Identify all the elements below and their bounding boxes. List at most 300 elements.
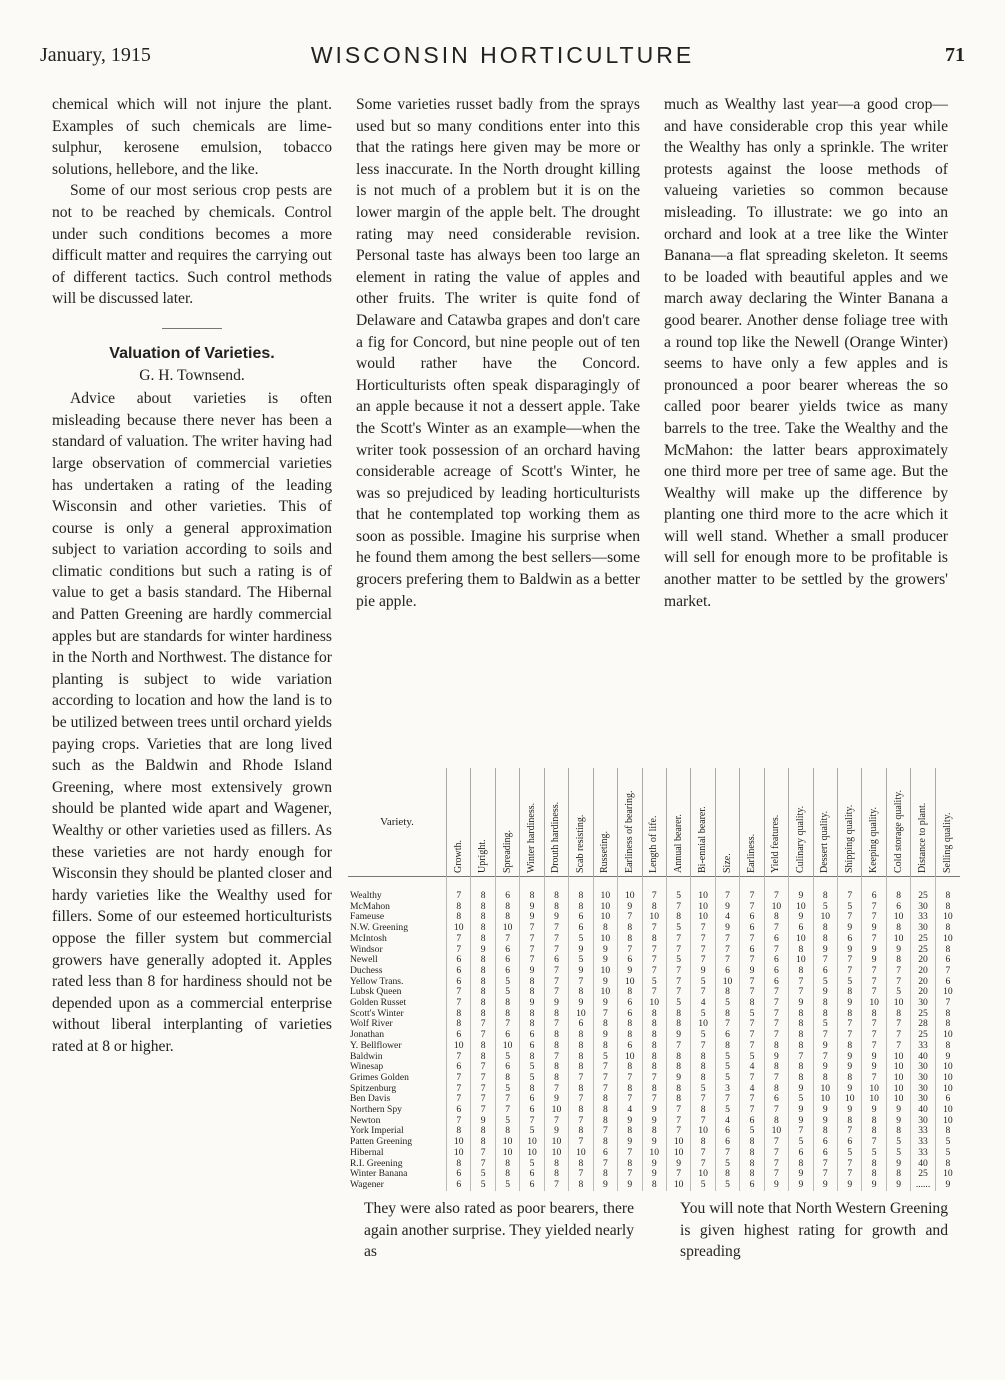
rating-cell: 10 [935, 1116, 960, 1127]
column-header-label: Earliness. [745, 833, 757, 873]
rating-cell: 10 [569, 1009, 593, 1020]
rating-cell: 5 [495, 1180, 519, 1191]
rating-cell: 10 [642, 998, 666, 1009]
rating-cell: 10 [886, 1073, 910, 1084]
rating-cell: 8 [642, 1052, 666, 1063]
rating-cell: 9 [618, 1180, 642, 1191]
rating-cell: 7 [691, 1148, 715, 1159]
rating-cell: 9 [789, 998, 813, 1009]
rating-cell: 8 [544, 902, 568, 913]
rating-cell: 9 [789, 1084, 813, 1095]
rating-cell: 8 [764, 1084, 788, 1095]
rating-cell: 8 [935, 1019, 960, 1030]
rating-cell: 6 [495, 955, 519, 966]
column-header [520, 768, 544, 877]
rating-cell: 10 [666, 1148, 690, 1159]
rating-cell: 7 [666, 1169, 690, 1180]
column-header-label: Selling quality. [941, 812, 953, 873]
rating-cell: 10 [569, 1148, 593, 1159]
rating-cell: 6 [715, 1030, 739, 1041]
rating-cell: 6 [618, 1041, 642, 1052]
variety-name: McMahon [350, 901, 390, 912]
rating-cell: 9 [471, 945, 495, 956]
rating-cell: 8 [544, 1030, 568, 1041]
rating-cell: 6 [618, 998, 642, 1009]
rating-cell: 8 [666, 1084, 690, 1095]
rating-cell: 30 [911, 1062, 935, 1073]
rating-cell: 6 [740, 912, 764, 923]
rating-cell: 9 [593, 998, 617, 1009]
rating-cell: 8 [544, 1159, 568, 1170]
rating-cell: 8 [520, 1084, 544, 1095]
rating-cell: 7 [471, 1105, 495, 1116]
rating-cell: 8 [886, 1009, 910, 1020]
column-header [544, 768, 568, 877]
rating-cell: 10 [691, 1169, 715, 1180]
rating-cell: 7 [544, 977, 568, 988]
column-header [886, 768, 910, 877]
variety-name: Baldwin [350, 1051, 383, 1062]
rating-cell: 8 [813, 1126, 837, 1137]
column-header-variety: Variety. [380, 816, 414, 828]
rating-cell: 8 [569, 987, 593, 998]
rating-cell: 9 [618, 1137, 642, 1148]
rating-cell: 7 [544, 1019, 568, 1030]
variety-name: Duchess [350, 965, 383, 976]
rating-cell: 5 [569, 955, 593, 966]
rating-cell: 6 [569, 912, 593, 923]
rating-cell: 8 [666, 1052, 690, 1063]
rating-cell: 20 [911, 966, 935, 977]
rating-cell: 7 [862, 934, 886, 945]
rating-cell: 7 [691, 923, 715, 934]
rating-cell: 5 [813, 902, 837, 913]
column-right [664, 94, 948, 612]
rating-cell: 6 [520, 1094, 544, 1105]
rating-cell: 5 [838, 977, 862, 988]
rating-cell: 8 [569, 877, 593, 902]
rating-cell: 8 [642, 1030, 666, 1041]
rating-cell: 9 [789, 877, 813, 902]
rating-cell: 25 [911, 877, 935, 902]
paragraph: They were also rated as poor bearers, there again another surprise. They yielded nearly as [364, 1200, 634, 1261]
rating-cell: 5 [715, 1159, 739, 1170]
rating-cell: 33 [911, 1126, 935, 1137]
rating-cell: 5 [471, 1180, 495, 1191]
rating-cell: 8 [471, 923, 495, 934]
rating-cell: 5 [813, 1019, 837, 1030]
column-header [911, 768, 935, 877]
rating-cell: 6 [447, 1030, 471, 1041]
rating-cell: 7 [471, 1148, 495, 1159]
rating-cell: 7 [642, 955, 666, 966]
column-header [740, 768, 764, 877]
rating-cell: 7 [471, 1019, 495, 1030]
rating-cell: 7 [471, 1030, 495, 1041]
rating-cell: 7 [520, 1116, 544, 1127]
rating-cell: 5 [740, 1009, 764, 1020]
rating-cell: 7 [447, 945, 471, 956]
rating-cell: 5 [740, 1126, 764, 1137]
rating-cell: 8 [789, 945, 813, 956]
rating-cell: 7 [886, 1041, 910, 1052]
rating-cell: 10 [935, 1105, 960, 1116]
column-header-label: Spreading. [501, 829, 513, 873]
rating-cell: 8 [471, 998, 495, 1009]
rating-cell: 8 [569, 902, 593, 913]
rating-cell: 7 [691, 945, 715, 956]
column-middle [356, 94, 640, 612]
rating-cell: 9 [544, 912, 568, 923]
rating-cell: 7 [764, 1137, 788, 1148]
rating-cell: 8 [569, 1105, 593, 1116]
rating-cell: 5 [691, 1030, 715, 1041]
rating-cell: 7 [593, 1159, 617, 1170]
rating-cell: 8 [935, 923, 960, 934]
rating-cell: 10 [544, 1137, 568, 1148]
author-byline: G. H. Townsend. [139, 366, 245, 384]
rating-cell: 9 [642, 1137, 666, 1148]
rating-cell: 7 [447, 934, 471, 945]
rating-cell: 6 [764, 955, 788, 966]
rating-cell: 8 [544, 877, 568, 902]
rating-cell: 6 [495, 1030, 519, 1041]
rating-cell: 8 [740, 1169, 764, 1180]
rating-cell: 25 [911, 945, 935, 956]
rating-cell: 5 [520, 1126, 544, 1137]
column-header-label: Earliness of bearing. [623, 790, 635, 873]
rating-cell: 10 [838, 1094, 862, 1105]
rating-cell: 8 [495, 998, 519, 1009]
rating-cell: 7 [764, 1019, 788, 1030]
rating-cell: 8 [789, 1009, 813, 1020]
rating-cell: 7 [813, 955, 837, 966]
column-header [593, 768, 617, 877]
column-header-label: Dessert quality. [819, 810, 831, 873]
rating-cell: 8 [569, 1180, 593, 1191]
rating-cell: 5 [495, 1084, 519, 1095]
rating-cell: 5 [520, 1073, 544, 1084]
rating-cell: 10 [447, 1148, 471, 1159]
column-header-label: Yield features. [770, 814, 782, 873]
rating-cell: 10 [935, 1062, 960, 1073]
rating-cell: 9 [813, 1041, 837, 1052]
column-header-label: Drouth hardiness. [550, 801, 562, 873]
rating-cell: 25 [911, 1169, 935, 1180]
rating-cell: 10 [862, 998, 886, 1009]
rating-cell: 9 [862, 955, 886, 966]
rating-cell: 7 [740, 1094, 764, 1105]
rating-cell: 7 [593, 1084, 617, 1095]
rating-cell: 9 [544, 998, 568, 1009]
rating-cell: 7 [520, 955, 544, 966]
rating-cell: 8 [935, 945, 960, 956]
rating-cell: 20 [911, 955, 935, 966]
rating-cell: 10 [544, 1105, 568, 1116]
rating-cell: 6 [520, 1180, 544, 1191]
column-header [618, 768, 642, 877]
rating-cell: 9 [862, 1062, 886, 1073]
rating-cell: 8 [447, 1159, 471, 1170]
rating-cell: 10 [935, 1084, 960, 1095]
rating-cell: 7 [447, 987, 471, 998]
rating-cell: 20 [911, 987, 935, 998]
column-header [691, 768, 715, 877]
rating-cell: 40 [911, 1159, 935, 1170]
rating-cell: 7 [544, 945, 568, 956]
rating-cell: 7 [471, 1062, 495, 1073]
rating-cell: 8 [471, 977, 495, 988]
table-row [348, 934, 960, 945]
rating-cell: 8 [593, 1041, 617, 1052]
rating-cell: 7 [642, 1073, 666, 1084]
variety-name: Yellow Trans. [350, 976, 404, 987]
rating-cell: 7 [862, 1137, 886, 1148]
rating-cell: 7 [593, 1126, 617, 1137]
rating-cell: 10 [495, 1041, 519, 1052]
rating-cell: 8 [593, 1019, 617, 1030]
rating-cell: 7 [862, 1041, 886, 1052]
column-header [715, 768, 739, 877]
variety-name: Wolf River [350, 1019, 393, 1030]
rating-cell: 8 [666, 1009, 690, 1020]
rating-cell: 8 [813, 1073, 837, 1084]
rating-cell: 5 [862, 1148, 886, 1159]
rating-cell: 7 [838, 966, 862, 977]
column-header-label: Culinary quality. [794, 805, 806, 873]
rating-cell: 8 [642, 902, 666, 913]
variety-name: Newell [350, 955, 378, 966]
journal-title: WISCONSIN HORTICULTURE [310, 42, 695, 68]
variety-name: Golden Russet [350, 998, 407, 1009]
rating-cell: 6 [935, 955, 960, 966]
rating-cell: 30 [911, 998, 935, 1009]
column-header [495, 768, 519, 877]
column-header [935, 768, 960, 877]
rating-cell: 7 [764, 1148, 788, 1159]
rating-cell: 9 [838, 1084, 862, 1095]
rating-cell: 8 [495, 1073, 519, 1084]
rating-cell: 30 [911, 923, 935, 934]
rating-cell: 8 [471, 955, 495, 966]
rating-cell: 7 [544, 1116, 568, 1127]
rating-cell: 30 [911, 1094, 935, 1105]
column-header-label: Shipping quality. [843, 804, 855, 873]
rating-cell: 4 [740, 1084, 764, 1095]
rating-cell: 7 [447, 1052, 471, 1063]
rating-cell: 5 [715, 1062, 739, 1073]
rating-cell: 6 [569, 1019, 593, 1030]
rating-cell: 7 [666, 902, 690, 913]
rating-cell: 8 [569, 1062, 593, 1073]
rating-cell: 5 [838, 1148, 862, 1159]
rating-cell: 7 [740, 1019, 764, 1030]
rating-cell: 7 [789, 1126, 813, 1137]
rating-cell: 8 [569, 1030, 593, 1041]
rating-cell: 8 [642, 934, 666, 945]
variety-name: McIntosh [350, 933, 387, 944]
rating-cell: 8 [520, 987, 544, 998]
rating-cell: 10 [618, 977, 642, 988]
rating-cell: 7 [447, 877, 471, 902]
rating-cell: 8 [789, 966, 813, 977]
rating-cell: 10 [495, 1137, 519, 1148]
rating-cell: 7 [764, 998, 788, 1009]
rating-cell: 6 [447, 1180, 471, 1191]
variety-name: Northern Spy [350, 1105, 402, 1116]
rating-cell: 7 [764, 1105, 788, 1116]
rating-cell: 8 [838, 1009, 862, 1020]
rating-cell: 7 [862, 902, 886, 913]
rating-cell: 7 [569, 977, 593, 988]
rating-cell: 9 [813, 1116, 837, 1127]
rating-cell: 7 [691, 1041, 715, 1052]
rating-cell: 8 [813, 1009, 837, 1020]
section-title: Valuation of Varieties. [109, 344, 275, 362]
rating-cell: 10 [886, 1062, 910, 1073]
rating-cell: 10 [666, 1180, 690, 1191]
rating-cell: 10 [593, 934, 617, 945]
column-header-label: Winter hardiness. [526, 802, 538, 873]
rating-cell: 9 [593, 977, 617, 988]
rating-cell: 7 [471, 1073, 495, 1084]
rating-cell: 8 [691, 1073, 715, 1084]
rating-cell: 9 [520, 998, 544, 1009]
rating-cell: 7 [593, 1062, 617, 1073]
rating-cell: 6 [447, 1062, 471, 1073]
column-header-label: Bi-ennial bearer. [697, 806, 709, 873]
rating-cell: 6 [520, 1105, 544, 1116]
rating-cell: 8 [764, 1116, 788, 1127]
rating-cell: 5 [715, 1073, 739, 1084]
rating-cell: 7 [715, 1019, 739, 1030]
rating-cell: 10 [495, 923, 519, 934]
rating-cell: 8 [471, 1052, 495, 1063]
rating-cell: 9 [838, 1105, 862, 1116]
rating-cell: 9 [642, 1169, 666, 1180]
rating-cell: 5 [691, 977, 715, 988]
rating-cell: 7 [618, 912, 642, 923]
rating-cell: 9 [838, 945, 862, 956]
rating-cell: 25 [911, 1009, 935, 1020]
rating-cell: 7 [447, 1073, 471, 1084]
rating-cell: 7 [495, 934, 519, 945]
rating-cell: 7 [764, 923, 788, 934]
rating-cell: 8 [544, 1073, 568, 1084]
rating-cell: 4 [691, 998, 715, 1009]
rating-cell: 7 [740, 1030, 764, 1041]
rating-cell: 5 [495, 1116, 519, 1127]
rating-cell: 9 [886, 945, 910, 956]
rating-cell: 8 [471, 1041, 495, 1052]
rating-cell: 9 [789, 1180, 813, 1191]
rating-cell: 8 [666, 1094, 690, 1105]
rating-cell: 8 [471, 987, 495, 998]
column-header-label: Upright. [477, 839, 489, 873]
rating-cell: 10 [593, 912, 617, 923]
rating-cell: 8 [886, 1126, 910, 1137]
rating-cell: 5 [935, 1148, 960, 1159]
rating-cell: 9 [520, 902, 544, 913]
rating-cell: 7 [813, 1030, 837, 1041]
column-header [471, 768, 495, 877]
rating-cell: 9 [691, 966, 715, 977]
table-row [348, 1148, 960, 1159]
rating-cell: 8 [813, 923, 837, 934]
rating-cell: 9 [666, 1030, 690, 1041]
rating-cell: 5 [715, 1180, 739, 1191]
table-body [348, 877, 960, 1191]
rating-cell: 8 [862, 1169, 886, 1180]
rating-cell: 9 [666, 1159, 690, 1170]
rating-cell: 10 [715, 977, 739, 988]
variety-name: Wagener [350, 1179, 384, 1190]
column-header-label: Distance to plant. [917, 802, 929, 873]
rating-cell: 6 [838, 934, 862, 945]
rating-cell: 10 [789, 955, 813, 966]
rating-cell: 7 [544, 923, 568, 934]
variety-name: Ben Davis [350, 1094, 391, 1105]
rating-cell: 7 [447, 1084, 471, 1095]
paragraph: Some varieties russet badly from the sprays used but so many conditions enter into this that the ratings here given may be more or less inaccurate. In the North drought killing is not much of a problem but it is on the lower margin of the apple belt. The drought rating may need considerable revision. Personal taste has always been too large an element in rating the value of apples and other fruits. The writer is quite fond of Delaware and Catawba grapes and don't care a fig for Concord, but nine people out of ten would rather have the Concord. Horticulturists often speak disparagingly of an apple because it not a dessert apple. Take the Scott's Winter as an example—when the writer took possession of an orchard having considerable acreage of Scott's Winter, he was so prejudiced by leading horticulturists that he contemplated top working them as soon as possible. Imagine his surprise when he found them among the best sellers—some grocers prefering them to Baldwin as a better pie apple. [356, 96, 640, 610]
rating-cell: 7 [642, 923, 666, 934]
rating-cell: 9 [642, 1105, 666, 1116]
rating-cell: 10 [886, 1084, 910, 1095]
rating-cell: 9 [740, 966, 764, 977]
rating-cell: 8 [666, 1019, 690, 1030]
rating-cell: 9 [862, 1180, 886, 1191]
column-header-label: Cold storage quality. [892, 790, 904, 873]
rating-cell: 6 [593, 1148, 617, 1159]
rating-cell: 6 [520, 1169, 544, 1180]
rating-cell: 8 [935, 1159, 960, 1170]
rating-cell: 7 [740, 877, 764, 902]
rating-cell: 5 [740, 1052, 764, 1063]
rating-cell: 7 [593, 1073, 617, 1084]
rating-cell: 8 [569, 1052, 593, 1063]
rating-cell: 8 [935, 1126, 960, 1137]
rating-cell: 8 [618, 934, 642, 945]
rating-cell: 7 [544, 1180, 568, 1191]
rating-cell: 6 [495, 945, 519, 956]
rating-cell: 9 [935, 1180, 960, 1191]
rating-cell: 10 [935, 987, 960, 998]
rating-cell: 7 [691, 1094, 715, 1105]
rating-cell: 6 [520, 1030, 544, 1041]
variety-name: Windsor [350, 944, 383, 955]
rating-cell: 9 [471, 1116, 495, 1127]
rating-cell: 8 [495, 1159, 519, 1170]
rating-cell: 5 [715, 1105, 739, 1116]
rating-cell: 7 [666, 987, 690, 998]
rating-cell: 6 [813, 1148, 837, 1159]
rating-cell: 9 [520, 912, 544, 923]
rating-cell: 8 [447, 1019, 471, 1030]
rating-cell: 8 [935, 902, 960, 913]
rating-cell: 5 [495, 987, 519, 998]
paragraph: You will note that North Western Greening is given highest rating for growth and spreading [680, 1200, 948, 1261]
rating-cell: 6 [495, 966, 519, 977]
column-header [838, 768, 862, 877]
rating-cell: 4 [740, 1062, 764, 1073]
rating-cell: 7 [764, 877, 788, 902]
rating-cell: 7 [691, 987, 715, 998]
rating-cell: 7 [740, 987, 764, 998]
rating-cell: 7 [838, 912, 862, 923]
rating-cell: 10 [593, 877, 617, 902]
table-row [348, 1180, 960, 1191]
rating-cell: 10 [618, 877, 642, 902]
